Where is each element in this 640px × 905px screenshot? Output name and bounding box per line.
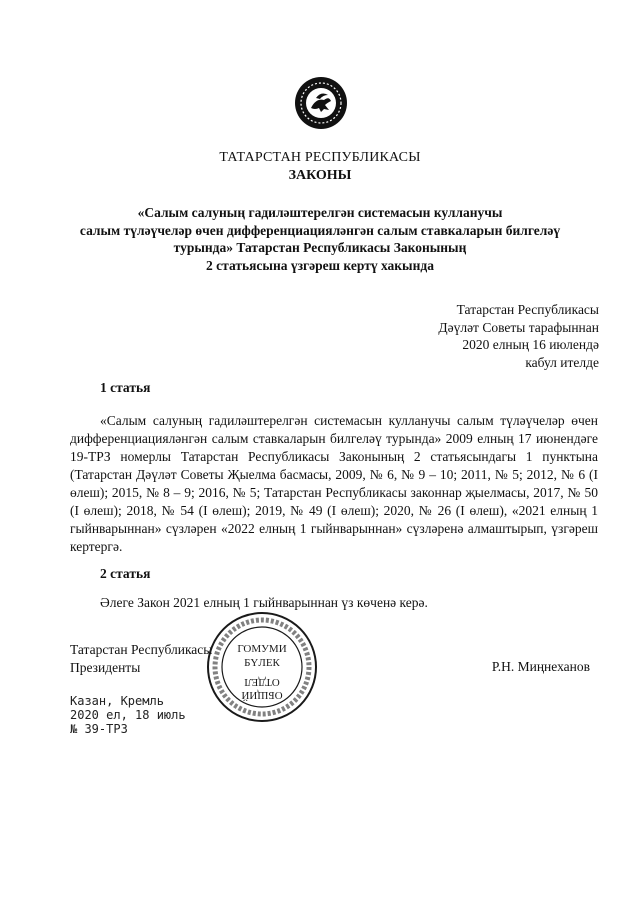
- article-1-heading: 1 статья: [100, 380, 151, 395]
- stamp-line: БҮЛЕК: [244, 657, 280, 669]
- adoption-line: 2020 елның 16 июлендә: [462, 337, 599, 352]
- stamp-line: ГОМУМИ: [237, 643, 287, 655]
- article-2-heading: 2 статья: [100, 566, 151, 581]
- adoption-line: Татарстан Республикасы: [456, 302, 599, 317]
- coat-of-arms-icon: [294, 76, 348, 130]
- signatory-position-line: Татарстан Республикасы: [70, 642, 213, 657]
- place-city: Казан, Кремль: [70, 694, 164, 708]
- official-stamp-icon: [206, 611, 318, 723]
- law-title-line: турында» Татарстан Республикасы Законының: [173, 240, 467, 255]
- place-date-number: [70, 694, 186, 736]
- republic-name: ТАТАРСТАН РЕСПУБЛИКАСЫ: [219, 150, 421, 165]
- adoption-line: кабул ителде: [525, 354, 599, 370]
- law-title-line: 2 статьясына үзгәреш кертү хакында: [206, 257, 434, 273]
- stamp-line: ОТДЕЛ: [244, 676, 280, 688]
- article-2-text: Әлеге Закон 2021 елның 1 гыйнварыннан үз көченә керә.: [100, 595, 428, 610]
- law-title: [0, 204, 640, 274]
- law-title-line: «Салым салуның гадиләштерелгән системасын кулланучы: [137, 205, 503, 220]
- law-label: ЗАКОНЫ: [288, 168, 352, 183]
- adoption-note: [438, 301, 599, 371]
- adoption-line: Дәүләт Советы тарафыннан: [438, 319, 599, 335]
- signatory-position: [70, 641, 212, 677]
- signatory-position-line: Президенты: [70, 660, 141, 675]
- stamp-line: ОБЩИЙ: [241, 689, 283, 701]
- law-number: № 39-ТРЗ: [70, 722, 128, 736]
- article-1-text: «Салым салуның гадиләштерелгән системасын кулланучы салым түләүчеләр өчен дифференциацияләнгән салым ставкаларын билгеләү турында» 2009 елның 17 июнендәге 19-ТРЗ номерлы Татарстан Республикасы Законының 2 статьясындагы 1 пунктына (Татарстан Дәүләт Советы Җыелма басмасы, 2009, № 6, № 9 – 10; 2011, № 5; 2012, № 6 (I өлеш); 2015, № 8 – 9; 2016, № 5; Татарстан Республикасы законнар җыелмасы, 2017, № 50 (I өлеш); 2018, № 54 (I өлеш); 2019, № 49 (I өлеш); 2020, № 26 (I өлеш), «2021 елның 1 гыйнварыннан» сүзләрен «2022 елның 1 гыйнварыннан» сүзләренә алмаштырып, үзгәреш кертергә.: [70, 413, 598, 554]
- signatory-name: Р.Н. Миңнеханов: [491, 659, 590, 674]
- law-title-line: салым түләүчеләр өчен дифференциацияләнгән салым ставкаларын билгеләү: [79, 222, 561, 238]
- place-date: 2020 ел, 18 июль: [70, 708, 186, 722]
